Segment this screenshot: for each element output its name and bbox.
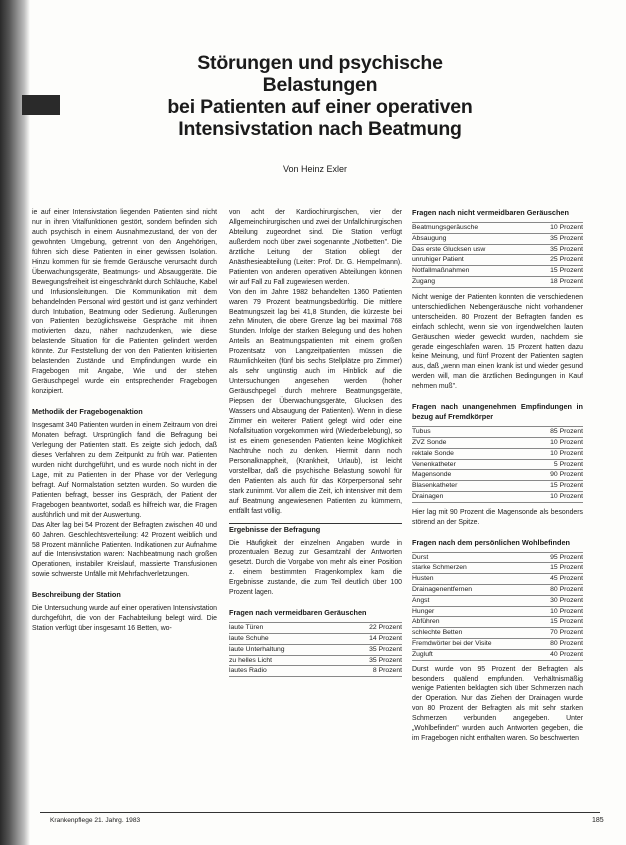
- table-row: [412, 552, 583, 563]
- table-cell: 15 Prozent: [533, 563, 583, 574]
- paragraph: von acht der Kardiochirurgischen, vier der Allgemeinchirurgischen und zwei der Unfallchirurgischen Abteilung zugeordnet sind. Die Station verfügt außerdem noch über zwei sogenannte „Notbetten". Die ärztliche Leitung der Station obliegt der Anästhesieabteilung (Leiter: Prof. Dr. G. Hempelmann). Patienten von anderen operativen Abteilungen können wir auf Fall zu Fall zugewiesen werden.: [229, 209, 402, 286]
- noise-unavoidable-table: [412, 222, 583, 288]
- scan-shadow: [0, 0, 30, 845]
- table-row: [412, 448, 583, 459]
- foreign-body-table: [412, 426, 583, 503]
- table-cell: 10 Prozent: [530, 222, 583, 233]
- footer-rule: [40, 812, 600, 813]
- table-row: [412, 481, 583, 492]
- table-row: [229, 644, 402, 655]
- table-cell: 10 Prozent: [511, 448, 583, 459]
- table-row: [412, 563, 583, 574]
- table-cell: laute Schuhe: [229, 633, 338, 644]
- table-row: [412, 491, 583, 502]
- table-cell: Tubus: [412, 427, 511, 438]
- table-cell: 30 Prozent: [533, 595, 583, 606]
- table-cell: 80 Prozent: [533, 638, 583, 649]
- table-cell: starke Schmerzen: [412, 563, 533, 574]
- table-cell: 35 Prozent: [530, 244, 583, 255]
- table-row: [412, 628, 583, 639]
- paragraph: Nicht wenige der Patienten konnten die verschiedenen unterschiedlichen Nebengeräusche nicht vorhandener unterscheiden. 80 Prozent der Befragten fanden es einfach schlecht, wenn sie von irgendwelchen lauten Geräuschen wieder geweckt wurden, nachdem sie gerade eingeschlafen waren. 15 Prozent hatten dazu keine Meinung, und fünf Prozent der Patienten sagten aus, daß „wenn man einen krank ist und wieder gesund werden will, man die ärztlichen Bedingungen in Kauf nehmen muß".: [412, 293, 583, 391]
- table-cell: 85 Prozent: [511, 427, 583, 438]
- wellbeing-table: [412, 552, 583, 661]
- table-row: [412, 459, 583, 470]
- paragraph: Insgesamt 340 Patienten wurden in einem Zeitraum von drei Monaten befragt. Ursprünglich fand die Befragung bei Verlegung der Patienten statt. Es zeigte sich jedoch, daß dieses Verfahren zu dem Zeitpunkt zu früh war. Patienten wurden nicht durchgeführt, und es wurde noch nicht in der Lage, mit zu Patienten in der Phase vor der Verlegung befragt. Auf Normalstation setzten wurden. So wurden die Patienten befragt, besser ins Gespräch, der Patient der Fragebogen beantwortet, sodaß es hilfreich war, die Fragen ausführlich und mit der Auswertung.: [32, 422, 217, 519]
- section-heading: Ergebnisse der Befragung: [229, 523, 402, 535]
- table-title: Fragen nach dem persönlichen Wohlbefinden: [412, 537, 570, 547]
- table-cell: Durst: [412, 552, 533, 563]
- table-cell: 90 Prozent: [511, 470, 583, 481]
- scan-dark-mark: [22, 95, 60, 115]
- section-heading: Beschreibung der Station: [32, 590, 121, 600]
- table-row: [412, 585, 583, 596]
- table-row: [229, 633, 402, 644]
- table-row: [412, 276, 583, 287]
- table-title: Fragen nach nicht vermeidbaren Geräuschen: [412, 208, 569, 217]
- section-heading: Methodik der Fragebogenaktion: [32, 407, 143, 417]
- table-cell: Blasenkatheter: [412, 481, 511, 492]
- table-row: [412, 638, 583, 649]
- table-cell: lautes Radio: [229, 666, 338, 677]
- author-line: Von Heinz Exler: [282, 164, 348, 174]
- table-cell: 5 Prozent: [511, 459, 583, 470]
- table-cell: Zugang: [412, 276, 530, 287]
- table-cell: Absaugung: [412, 233, 530, 244]
- table-cell: 35 Prozent: [338, 644, 402, 655]
- table-cell: 70 Prozent: [533, 628, 583, 639]
- table-cell: Drainagenentfernen: [412, 585, 533, 596]
- table-cell: unruhiger Patient: [412, 255, 530, 266]
- table-cell: Magensonde: [412, 470, 511, 481]
- table-cell: 10 Prozent: [511, 491, 583, 502]
- column-3: [412, 208, 583, 744]
- table-cell: laute Unterhaltung: [229, 644, 338, 655]
- table-row: [412, 266, 583, 277]
- table-cell: 18 Prozent: [530, 276, 583, 287]
- table-cell: Venenkatheter: [412, 459, 511, 470]
- table-cell: Hunger: [412, 606, 533, 617]
- table-cell: 22 Prozent: [338, 623, 402, 634]
- table-title: Fragen nach vermeidbaren Geräuschen: [229, 608, 367, 618]
- table-cell: Zugluft: [412, 649, 533, 660]
- table-cell: Das erste Glucksen usw: [412, 244, 530, 255]
- table-cell: Abführen: [412, 617, 533, 628]
- table-cell: ZVZ Sonde: [412, 437, 511, 448]
- article-title: [80, 52, 560, 140]
- page-number: 185: [592, 817, 604, 824]
- column-1: [32, 208, 217, 634]
- table-row: [229, 623, 402, 634]
- table-title: Fragen nach unangenehmen Empfindungen in bezug auf Fremdkörper: [412, 402, 583, 422]
- paragraph: Das Alter lag bei 54 Prozent der Befragten zwischen 40 und 60 Jahren. Geschlechtsverteilung: 42 Prozent weiblich und 58 Prozent männliche Patienten. Indikationen zur Aufnahme auf die Intensivstation waren: Nachbeatmung nach großen Operationen, instabiler Kreislauf, massierte Transfusionen sowie schwerste Unfälle mit Mehrfachverletzungen.: [32, 521, 217, 579]
- table-row: [412, 244, 583, 255]
- table-cell: 15 Prozent: [511, 481, 583, 492]
- table-row: [412, 470, 583, 481]
- table-cell: 35 Prozent: [530, 233, 583, 244]
- title-line: Störungen und psychische: [197, 52, 443, 74]
- table-row: [412, 255, 583, 266]
- table-row: [412, 222, 583, 233]
- table-cell: Fremdwörter bei der Visite: [412, 638, 533, 649]
- title-line: Intensivstation nach Beatmung: [178, 118, 462, 140]
- table-cell: 10 Prozent: [533, 606, 583, 617]
- table-row: [412, 574, 583, 585]
- table-cell: 45 Prozent: [533, 574, 583, 585]
- table-row: [412, 617, 583, 628]
- table-cell: zu helles Licht: [229, 655, 338, 666]
- table-cell: laute Türen: [229, 623, 338, 634]
- table-cell: schlechte Betten: [412, 628, 533, 639]
- intro-paragraph: ie auf einer Intensivstation liegenden Patienten sind nicht nur in ihren Vitalfunktionen gestört, sondern befinden sich auch psychisch in einem Ausnahmezustand, der von der gewohnten Umgebung, getrennt von den Angehörigen, führen sich diese Patienten in einer gewissen Isolation. Hinzu kommen für sie fremde Geräusche verursacht durch Überwachungsgeräte, Beatmungs- und Absauggeräte. Die Bewegungsfreiheit ist eingeschränkt durch Schläuche, Kabel und Infusionsleitungen. Die Kommunikation mit dem behandelnden Personal wird gestört und ist ganz verhindert durch Intubation, Beatmung oder Sedierung. Äußerungen von Patienten bezüglichsweise Gespräche mit ihnen motivierten dazu, näher nachzudenken, wie diese belastende Situation für die Patienten gelindert werden könnte. Zur Feststellung der von den Patienten kritisierten belastenden Zustände und Empfindungen wurde ein Fragebogen mit Angabe, Wie und der stehen Geräuschpegel wurde ein entsprechender Fragebogen konzipiert.: [32, 209, 217, 396]
- table-cell: Beatmungsgeräusche: [412, 222, 530, 233]
- table-cell: 95 Prozent: [533, 552, 583, 563]
- table-cell: 40 Prozent: [533, 649, 583, 660]
- table-cell: 10 Prozent: [511, 437, 583, 448]
- paragraph: Von den im Jahre 1982 behandelten 1360 Patienten waren 79 Prozent beatmungsbedürftig. Die mittlere Beatmungszeit lag bei 41,8 Stunden, die kürzeste bei zehn Minuten, die obere Grenze lag bei maximal 768 Stunden. Infolge der starken Belegung und des hohen Anteils an Beatmungspatienten mit einem großen Prozentsatz von Langzeitpatienten müssen die Räumlichkeiten (fünf bis sechs Stellplätze pro Zimmer) als sehr ungünstig auch im Hinblick auf die Untersuchungen angesehen werden (hoher Geräuschpegel durch mehrere Beatmungsgeräte, Piepsen der Überwachungsgeräte, Glucksen des Wassers und Absaugung der Patienten). Wenn in diese Zimmer ein weiterer Patient gelegt wird oder eine Nofallsituation vorgekommen wird (Wiederbelebung), so ist es einem genesenden Patienten keine Möglichkeit Nachtruhe noch zu denken. Hiermit dann noch Personalknappheit, (Krankheit, Urlaub), ist leicht vorstellbar, daß die psychische Belastung sowohl für den Patienten als auch für das Körperpersonal sehr stark zunimmt. Vor allem die Zeit, ich intensiver mit dem auf Beatmung angewiesenen Patienten zu kümmern, entfällt fast völlig.: [229, 288, 402, 515]
- table-cell: Angst: [412, 595, 533, 606]
- table-row: [412, 427, 583, 438]
- table-cell: 8 Prozent: [338, 666, 402, 677]
- table-cell: 25 Prozent: [530, 255, 583, 266]
- table-cell: Drainagen: [412, 491, 511, 502]
- table-row: [412, 437, 583, 448]
- table-row: [229, 666, 402, 677]
- table-row: [412, 595, 583, 606]
- table-cell: 15 Prozent: [530, 266, 583, 277]
- table-row: [412, 606, 583, 617]
- table-cell: Husten: [412, 574, 533, 585]
- paragraph: Durst wurde von 95 Prozent der Befragten als besonders quälend empfunden. Verhältnismäßig wenige Patienten beklagten sich über Schmerzen nach der Operation. Nur das Ziehen der Drainagen wurde von 80 Prozent der Befragten als mit sehr starken Schmerzen verbunden angegeben. Unter „Wohlbefinden" wurden auch Antworten gegeben, die im Fragebogen nicht enthalten waren. So beschwerten: [412, 665, 583, 743]
- column-2: [229, 208, 402, 677]
- table-row: [412, 649, 583, 660]
- paragraph: Hier lag mit 90 Prozent die Magensonde als besonders störend an der Spitze.: [412, 508, 583, 526]
- table-cell: 35 Prozent: [338, 655, 402, 666]
- table-cell: 15 Prozent: [533, 617, 583, 628]
- noise-avoidable-table: [229, 622, 402, 677]
- table-cell: 80 Prozent: [533, 585, 583, 596]
- footer-journal: Krankenpflege 21. Jahrg. 1983: [50, 817, 141, 824]
- table-row: [412, 233, 583, 244]
- title-line: bei Patienten auf einer operativen: [167, 96, 473, 118]
- table-row: [229, 655, 402, 666]
- table-cell: Notfallmaßnahmen: [412, 266, 530, 277]
- table-cell: rektale Sonde: [412, 448, 511, 459]
- paragraph: Die Untersuchung wurde auf einer operativen Intensivstation durchgeführt, die von der Fachabteilung belegt wird. Die Station verfügt über insgesamt 16 Betten, wo-: [32, 605, 217, 633]
- title-line: Belastungen: [262, 74, 378, 96]
- table-cell: 14 Prozent: [338, 633, 402, 644]
- paragraph: Die Häufigkeit der einzelnen Angaben wurde in prozentualen Bezug zur Gesamtzahl der Antworten gesetzt. Durch die Vorgabe von mehr als einer Position z. einem bestimmten Fragenkomplex kam die Ergebnisse zustande, die zum Teil deutlich über 100 Prozent lagen.: [229, 539, 402, 597]
